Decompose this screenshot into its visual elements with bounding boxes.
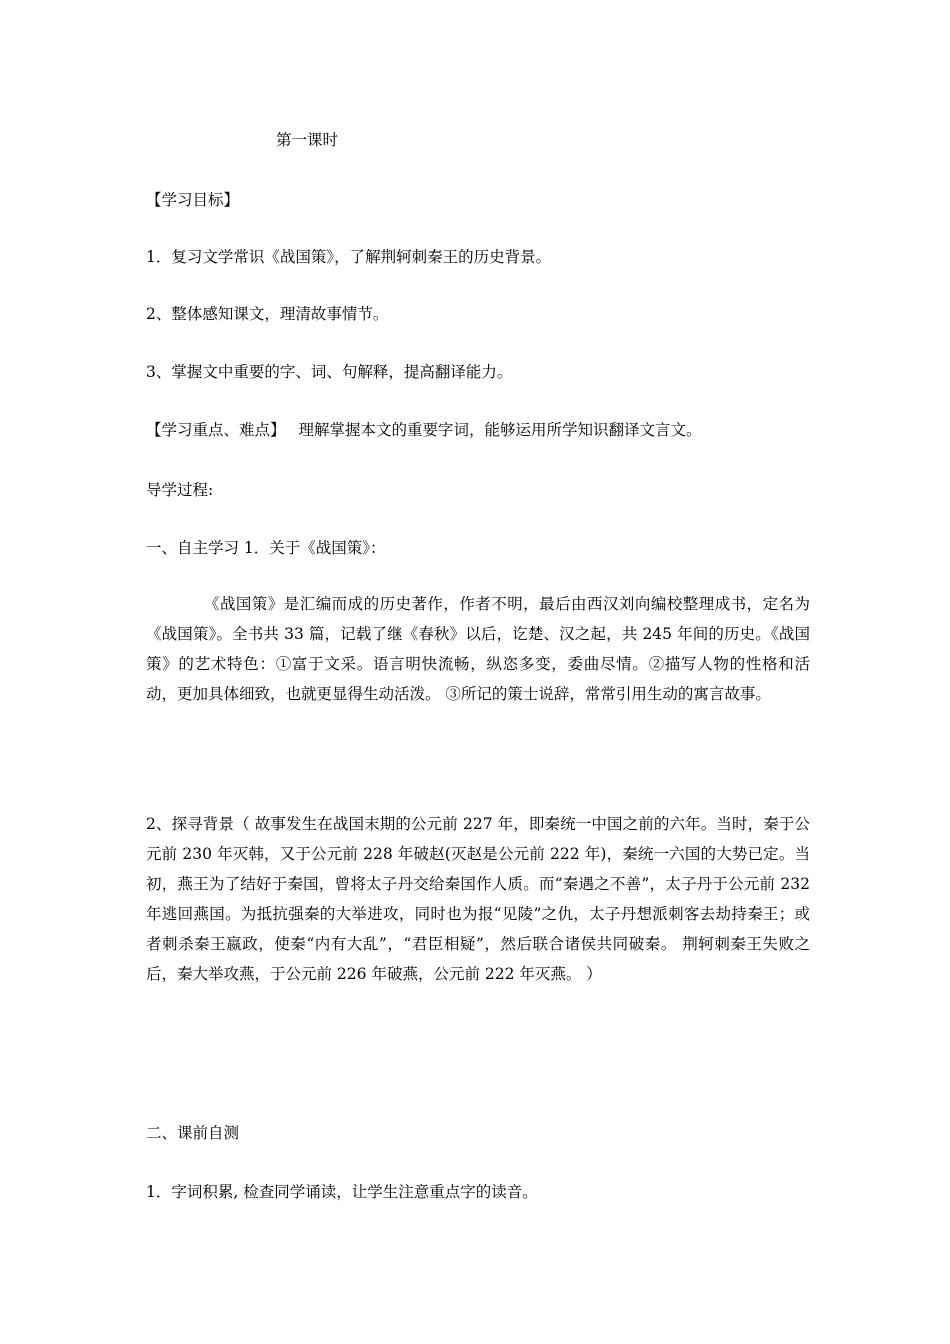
key-points	[146, 418, 701, 440]
section1-heading: 一、自主学习 1．关于《战国策》：	[146, 539, 386, 557]
key-points-text: 理解掌握本文的重要字词，能够运用所学知识翻译文言文。	[298, 421, 702, 439]
key-points-heading: 【学习重点、难点】	[146, 421, 286, 439]
goal-item-2: 2、整体感知课文，理清故事情节。	[146, 305, 389, 323]
background-paragraph: 2、探寻背景（ 故事发生在战国末期的公元前 227 年，即秦统一中国之前的六年。当时，秦于公元前 230 年灭韩，又于公元前 228 年破赵(灭赵是公元前 222 年)，秦统一六国的大势已定。当初，燕王为了结好于秦国，曾将太子丹交给秦国作人质。而“秦遇之不善”，太子丹于公元前 232 年逃回燕国。为抵抗强秦的大举进攻，同时也为报“见陵”之仇，太子丹想派刺客去劫持秦王；或者刺杀秦王嬴政，使秦“内有大乱”，“君臣相疑”，然后联合诸侯共同破秦。 荆轲刺秦王失败之后，秦大举攻燕，于公元前 226 年破燕，公元前 222 年灭燕。 ）	[146, 815, 810, 983]
section2-item-1: 1．字词积累, 检查同学诵读，让学生注意重点字的读音。	[146, 1183, 538, 1201]
zhanguoce-paragraph: 《战国策》是汇编而成的历史著作，作者不明，最后由西汉刘向编校整理成书，定名为《战国策》。全书共 33 篇，记载了继《春秋》以后，讫楚、汉之起，共 245 年间的历史。《战国策》的艺术特色：①富于文采。语言明快流畅，纵恣多变，委曲尽情。②描写人物的性格和活动，更加具体细致，也就更显得生动活泼。 ③所记的策士说辞，常常引用生动的寓言故事。	[146, 595, 810, 703]
goal-item-1: 1．复习文学常识《战国策》，了解荆轲刺秦王的历史背景。	[146, 248, 552, 266]
goals-heading: 【学习目标】	[146, 191, 240, 209]
page-title: 第一课时	[276, 131, 339, 149]
goal-item-3: 3、掌握文中重要的字、词、句解释，提高翻译能力。	[146, 363, 513, 381]
section2-heading: 二、课前自测	[146, 1124, 240, 1142]
process-heading: 导学过程:	[146, 481, 214, 499]
